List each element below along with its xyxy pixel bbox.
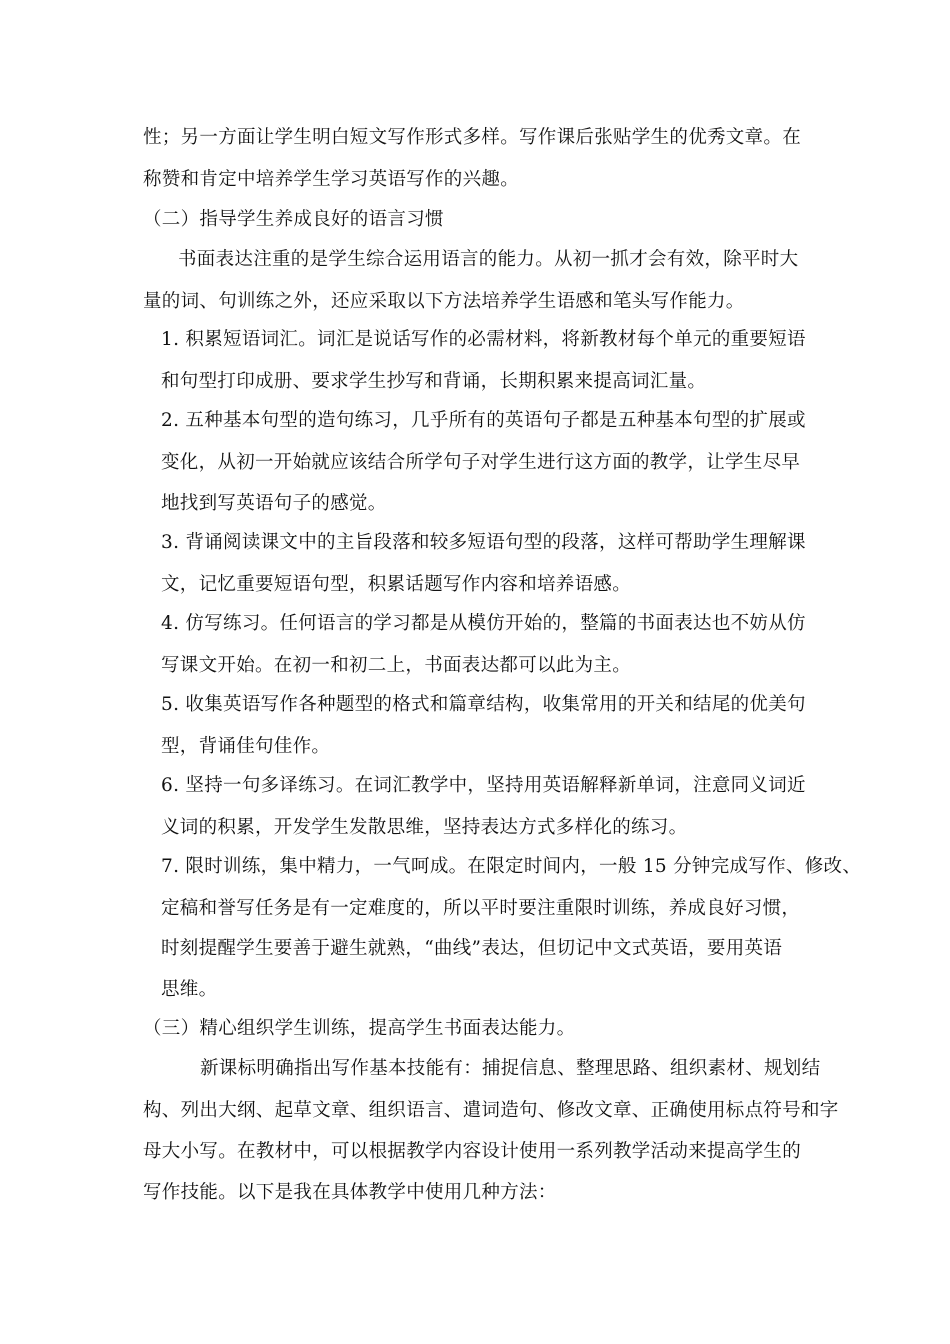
list-item-line: 6. 坚持一句多译练习。在词汇教学中，坚持用英语解释新单词，注意同义词近 [161,775,806,796]
section-heading: （三）精心组织学生训练，提高学生书面表达能力。 [143,1018,576,1039]
list-item-line: 文，记忆重要短语句型，积累话题写作内容和培养语感。 [161,574,632,595]
paragraph-line: 构、列出大纲、起草文章、组织语言、遣词造句、修改文章、正确使用标点符号和字 [143,1100,839,1121]
list-item-line: 地找到写英语句子的感觉。 [161,493,387,514]
list-item-line: 5. 收集英语写作各种题型的格式和篇章结构，收集常用的开关和结尾的优美句 [161,694,806,715]
paragraph-line: 写作技能。以下是我在具体教学中使用几种方法： [143,1182,557,1203]
paragraph-line: 书面表达注重的是学生综合运用语言的能力。从初一抓才会有效，除平时大 [178,249,799,270]
list-item-line: 写课文开始。在初一和初二上，书面表达都可以此为主。 [161,655,632,676]
list-item-line: 3. 背诵阅读课文中的主旨段落和较多短语句型的段落，这样可帮助学生理解课 [161,532,806,553]
paragraph-line: 称赞和肯定中培养学生学习英语写作的兴趣。 [143,169,520,190]
section-heading: （二）指导学生养成良好的语言习惯 [143,209,444,230]
list-item-line: 思维。 [161,979,218,1000]
list-item-line: 7. 限时训练，集中精力，一气呵成。在限定时间内，一般 15 分钟完成写作、修改、 [161,856,862,877]
list-item-line: 变化，从初一开始就应该结合所学句子对学生进行这方面的教学，让学生尽早 [161,452,801,473]
list-item-line: 2. 五种基本句型的造句练习，几乎所有的英语句子都是五种基本句型的扩展或 [161,410,806,431]
list-item-line: 义词的积累，开发学生发散思维，坚持表达方式多样化的练习。 [161,817,688,838]
list-item-line: 和句型打印成册、要求学生抄写和背诵，长期积累来提高词汇量。 [161,371,707,392]
paragraph-line: 性；另一方面让学生明白短文写作形式多样。写作课后张贴学生的优秀文章。在 [143,127,802,148]
paragraph-line: 母大小写。在教材中，可以根据教学内容设计使用一系列教学活动来提高学生的 [143,1141,802,1162]
list-item-line: 型，背诵佳句佳作。 [161,736,331,757]
paragraph-line: 量的词、句训练之外，还应采取以下方法培养学生语感和笔头写作能力。 [143,291,745,312]
paragraph-line: 新课标明确指出写作基本技能有：捕捉信息、整理思路、组织素材、规划结 [200,1058,821,1079]
list-item-line: 时刻提醒学生要善于避生就熟，“曲线”表达，但切记中文式英语，要用英语 [161,938,783,959]
list-item-line: 4. 仿写练习。任何语言的学习都是从模仿开始的，整篇的书面表达也不妨从仿 [161,613,806,634]
list-item-line: 1. 积累短语词汇。词汇是说话写作的必需材料，将新教材每个单元的重要短语 [161,329,806,350]
list-item-line: 定稿和誉写任务是有一定难度的，所以平时要注重限时训练，养成良好习惯， [161,898,801,919]
